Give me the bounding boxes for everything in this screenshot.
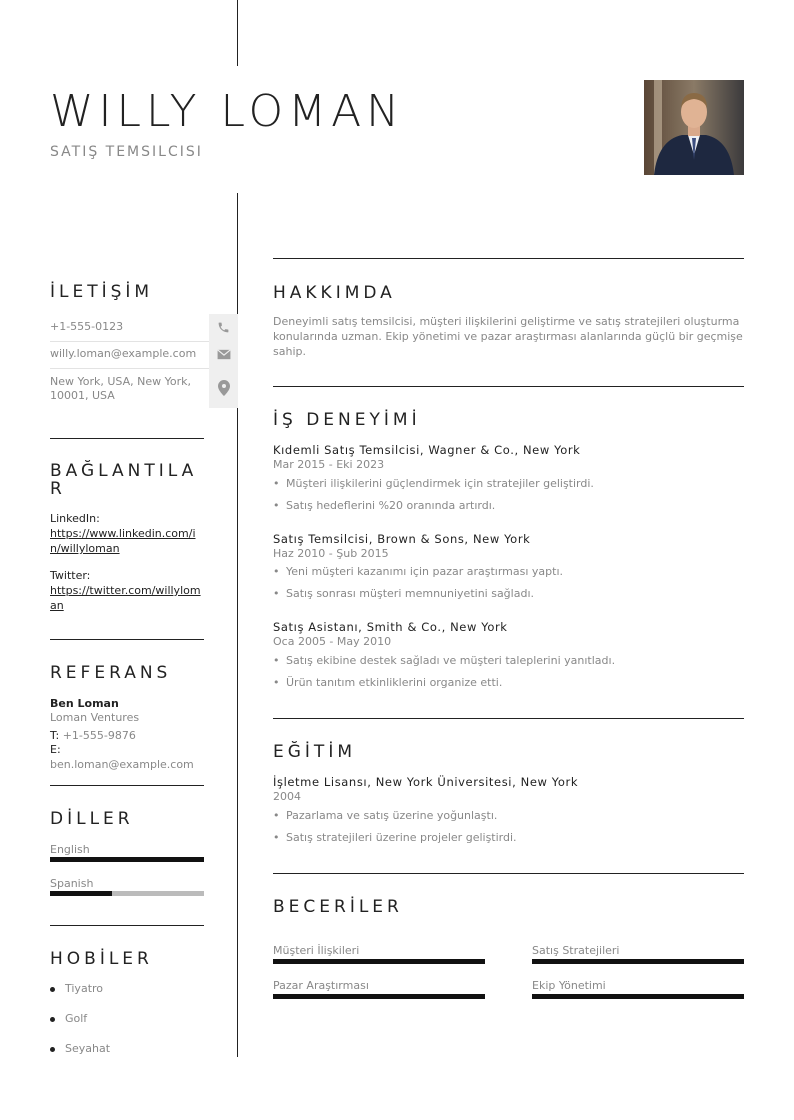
degree-year: 2004 [273, 790, 301, 803]
divider [273, 718, 744, 719]
hobbies-heading: HOBİLER [50, 949, 153, 969]
bullet-text: Yeni müşteri kazanımı için pazar araştırması yaptı. [286, 565, 564, 578]
bullet-dot [50, 1017, 55, 1022]
bullet-text: Satış hedeflerini %20 oranında artırdı. [286, 499, 496, 512]
divider [50, 639, 204, 640]
reference-phone[interactable]: +1-555-9876 [62, 729, 136, 742]
linkedin-label: LinkedIn: [50, 512, 100, 525]
reference-name: Ben Loman [50, 697, 119, 710]
linkedin-link[interactable]: https://www.linkedin.com/in/willyloman [50, 527, 196, 555]
experience-heading: İŞ DENEYİMİ [273, 410, 421, 430]
twitter-link[interactable]: https://twitter.com/willyloman [50, 584, 201, 612]
skills-heading: BECERİLER [273, 897, 403, 917]
bullet-text: Ürün tanıtım etkinliklerini organize etti. [286, 676, 503, 689]
language-level-bar [50, 891, 204, 896]
languages-heading: DİLLER [50, 809, 134, 829]
contact-phone-row [50, 314, 238, 342]
hobby-label: Tiyatro [65, 982, 104, 995]
references-heading: REFERANS [50, 663, 172, 683]
language-level-bar [50, 857, 204, 862]
divider [50, 785, 204, 786]
skill-name: Ekip Yönetimi [532, 979, 606, 992]
contact-email-row [50, 341, 238, 369]
bullet-text: Satış stratejileri üzerine projeler geliştirdi. [286, 831, 517, 844]
job-title: Satış Temsilcisi, Brown & Sons, New York [273, 532, 531, 546]
bullet-mark: • [273, 587, 280, 600]
hobby-label: Golf [65, 1012, 88, 1025]
map-pin-icon [209, 368, 238, 408]
skill-name: Pazar Araştırması [273, 979, 369, 992]
skill-name: Müşteri İlişkileri [273, 944, 360, 957]
divider [50, 925, 204, 926]
bullet-dot [50, 987, 55, 992]
skill-level-bar [532, 959, 744, 964]
bullet-mark: • [273, 676, 280, 689]
contact-phone[interactable]: +1-555-0123 [50, 320, 124, 333]
degree-title: İşletme Lisansı, New York Üniversitesi, New York [273, 775, 579, 789]
job-dates: Haz 2010 - Şub 2015 [273, 547, 389, 560]
contact-heading: İLETİŞİM [50, 282, 154, 302]
reference-email-line [50, 742, 205, 772]
language-name: English [50, 843, 90, 856]
divider [50, 438, 204, 439]
candidate-name: WILLY LOMAN [50, 86, 405, 137]
job-dates: Oca 2005 - May 2010 [273, 635, 392, 648]
phone-icon [209, 314, 238, 341]
job-title: Kıdemli Satış Temsilcisi, Wagner & Co., New York [273, 443, 581, 457]
skill-level-bar [532, 994, 744, 999]
candidate-title: SATIŞ TEMSILCISI [50, 144, 203, 160]
contact-email[interactable]: willy.loman@example.com [50, 347, 197, 360]
contact-address: New York, USA, New York, 10001, USA [50, 375, 191, 402]
language-level-fill [50, 857, 204, 862]
bullet-mark: • [273, 809, 280, 822]
divider [273, 386, 744, 387]
reference-email[interactable]: ben.loman@example.com [50, 758, 194, 771]
bullet-text: Pazarlama ve satış üzerine yoğunlaştı. [286, 809, 498, 822]
about-heading: HAKKIMDA [273, 283, 396, 303]
skill-level-bar [273, 959, 485, 964]
about-text: Deneyimli satış temsilcisi, müşteri ilişkilerini geliştirme ve satış stratejileri oluşturma konularında uzman. Ekip yönetimi ve pazar araştırması alanlarında güçlü bir geçmişe sahip. [273, 315, 743, 358]
reference-phone-line [50, 728, 205, 743]
language-level-fill [50, 891, 112, 896]
twitter-label: Twitter: [50, 569, 91, 582]
bullet-mark: • [273, 499, 280, 512]
bullet-mark: • [273, 477, 280, 490]
bullet-text: Müşteri ilişkilerini güçlendirmek için stratejiler geliştirdi. [286, 477, 594, 490]
bullet-dot [50, 1047, 55, 1052]
hobby-label: Seyahat [65, 1042, 111, 1055]
reference-phone-label: T: [50, 729, 60, 742]
divider [273, 873, 744, 874]
reference-email-label: E: [50, 743, 61, 756]
envelope-icon [209, 341, 238, 368]
bullet-mark: • [273, 654, 280, 667]
bullet-mark: • [273, 831, 280, 844]
bullet-mark: • [273, 565, 280, 578]
top-divider-line [237, 0, 238, 66]
divider [273, 258, 744, 259]
bullet-text: Satış ekibine destek sağladı ve müşteri taleplerini yanıtladı. [286, 654, 616, 667]
job-dates: Mar 2015 - Eki 2023 [273, 458, 385, 471]
language-name: Spanish [50, 877, 94, 890]
job-title: Satış Asistanı, Smith & Co., New York [273, 620, 508, 634]
reference-company: Loman Ventures [50, 711, 140, 724]
contact-address-row [50, 368, 238, 408]
skill-name: Satış Stratejileri [532, 944, 620, 957]
education-heading: EĞİTİM [273, 742, 356, 762]
skill-level-bar [273, 994, 485, 999]
bullet-text: Satış sonrası müşteri memnuniyetini sağladı. [286, 587, 534, 600]
profile-photo [644, 80, 744, 175]
links-heading: BAĞLANTILAR [50, 461, 198, 499]
